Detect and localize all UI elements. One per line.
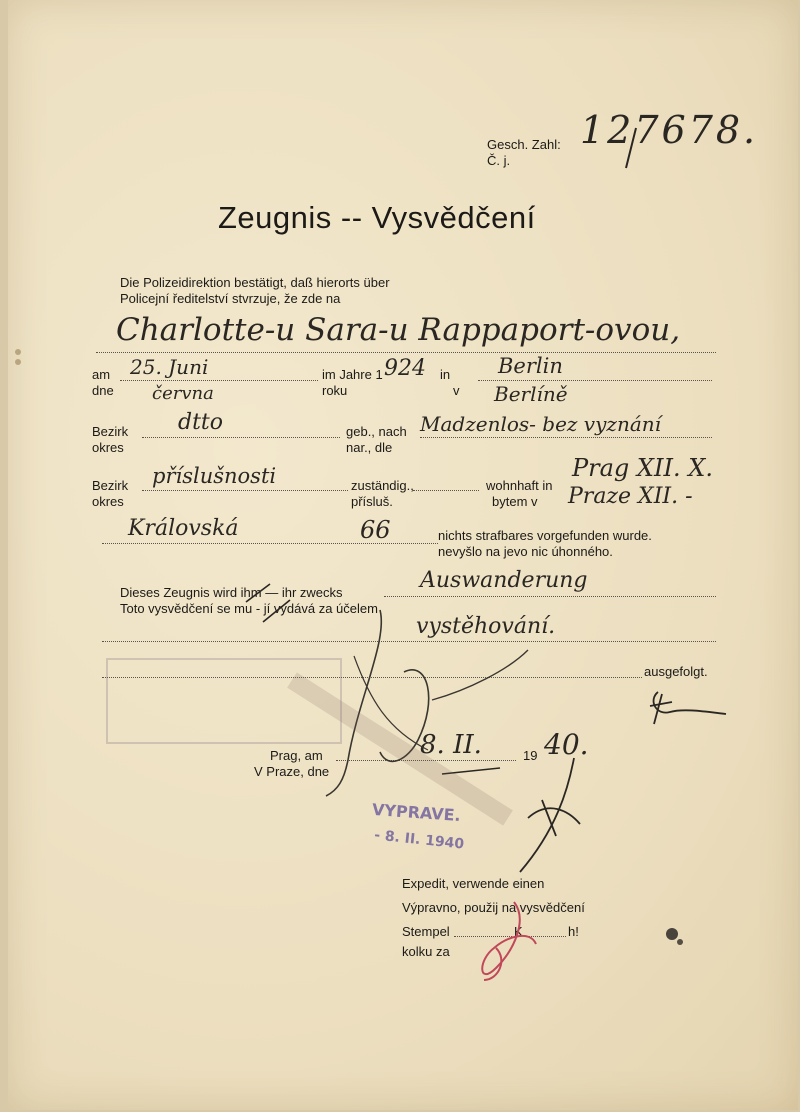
footer-k: K	[514, 924, 523, 939]
label-bytem: bytem v	[492, 494, 538, 509]
label-bezirk-1: Bezirk	[92, 424, 129, 439]
date-year: 40.	[544, 728, 589, 761]
purpose-line-de: Dieses Zeugnis wird ihm — ihr zwecks	[120, 585, 343, 600]
document-title: Zeugnis -- Vysvědčení	[218, 200, 536, 235]
label-okres-1: okres	[92, 440, 124, 455]
birth-day: 25. Juni	[130, 355, 209, 379]
label-dne: dne	[92, 383, 114, 398]
intro-line-cz: Policejní ředitelství stvrzuje, že zde na	[120, 291, 341, 306]
birth-day-cz: června	[152, 383, 214, 404]
label-prag-am: Prag, am	[270, 748, 323, 763]
residence-district: příslušnosti	[152, 464, 277, 488]
label-bezirk-2: Bezirk	[92, 478, 129, 493]
footer-stempel: Stempel	[402, 924, 450, 939]
dispatch-stamp-line1: VYPRAVE.	[371, 799, 462, 826]
person-name: Charlotte-u Sara-u Rappaport-ovou,	[116, 312, 681, 348]
result-cz: nevyšlo na jevo nic úhonného.	[438, 544, 613, 559]
footer-h: h!	[568, 924, 579, 939]
label-geb: geb., nach	[346, 424, 407, 439]
birth-place-cz: Berlíně	[494, 382, 568, 406]
label-zustandig: zuständig.,	[351, 478, 414, 493]
label-im-jahre: im Jahre 1	[322, 367, 383, 382]
footer-expedit: Expedit, verwende einen	[402, 876, 545, 891]
label-ausgefolgt: ausgefolgt.	[644, 664, 708, 679]
label-roku: roku	[322, 383, 348, 398]
label-am: am	[92, 367, 111, 382]
street-name: Královská	[128, 516, 239, 541]
label-wohnhaft: wohnhaft in	[486, 478, 553, 493]
label-okres-2: okres	[92, 494, 124, 509]
purpose-value-de: Auswanderung	[420, 568, 588, 593]
purpose-value-cz: vystěhování.	[416, 614, 556, 639]
purpose-line-cz: Toto vysvědčení se mu - jí vydává za účelem	[120, 601, 378, 616]
date-year-prefix: 19	[523, 748, 538, 763]
reference-number: 127678.	[580, 108, 759, 152]
intro-line-de: Die Polizeidirektion bestätigt, daß hierorts über	[120, 275, 390, 290]
footer-kolku: kolku za	[402, 944, 450, 959]
residence-city: Prag XII. X.	[572, 454, 713, 482]
reference-label-cz: Č. j.	[487, 153, 511, 168]
residence-city-cz: Praze XII. -	[568, 484, 693, 509]
dispatch-stamp-line2: - 8. II. 1940	[373, 827, 465, 853]
label-nar: nar., dle	[346, 440, 393, 455]
birth-place: Berlin	[498, 354, 563, 378]
label-prislus: přísluš.	[351, 494, 393, 509]
birth-year: 924	[384, 356, 426, 381]
ink-strokes	[8, 0, 798, 1110]
result-de: nichts strafbares vorgefunden wurde.	[438, 528, 652, 543]
district-value: dtto	[178, 410, 224, 435]
label-v: v	[453, 383, 460, 398]
footer-vypravno: Výpravno, použij na vysvědčení	[402, 900, 585, 915]
label-v-praze: V Praze, dne	[254, 764, 330, 779]
label-in: in	[440, 367, 451, 382]
religion-value: Madzenlos- bez vyznání	[420, 412, 662, 436]
certificate-page	[8, 0, 798, 1110]
date-day: 8. II.	[420, 730, 482, 760]
street-number: 66	[360, 516, 391, 544]
reference-label-de: Gesch. Zahl:	[487, 137, 561, 152]
